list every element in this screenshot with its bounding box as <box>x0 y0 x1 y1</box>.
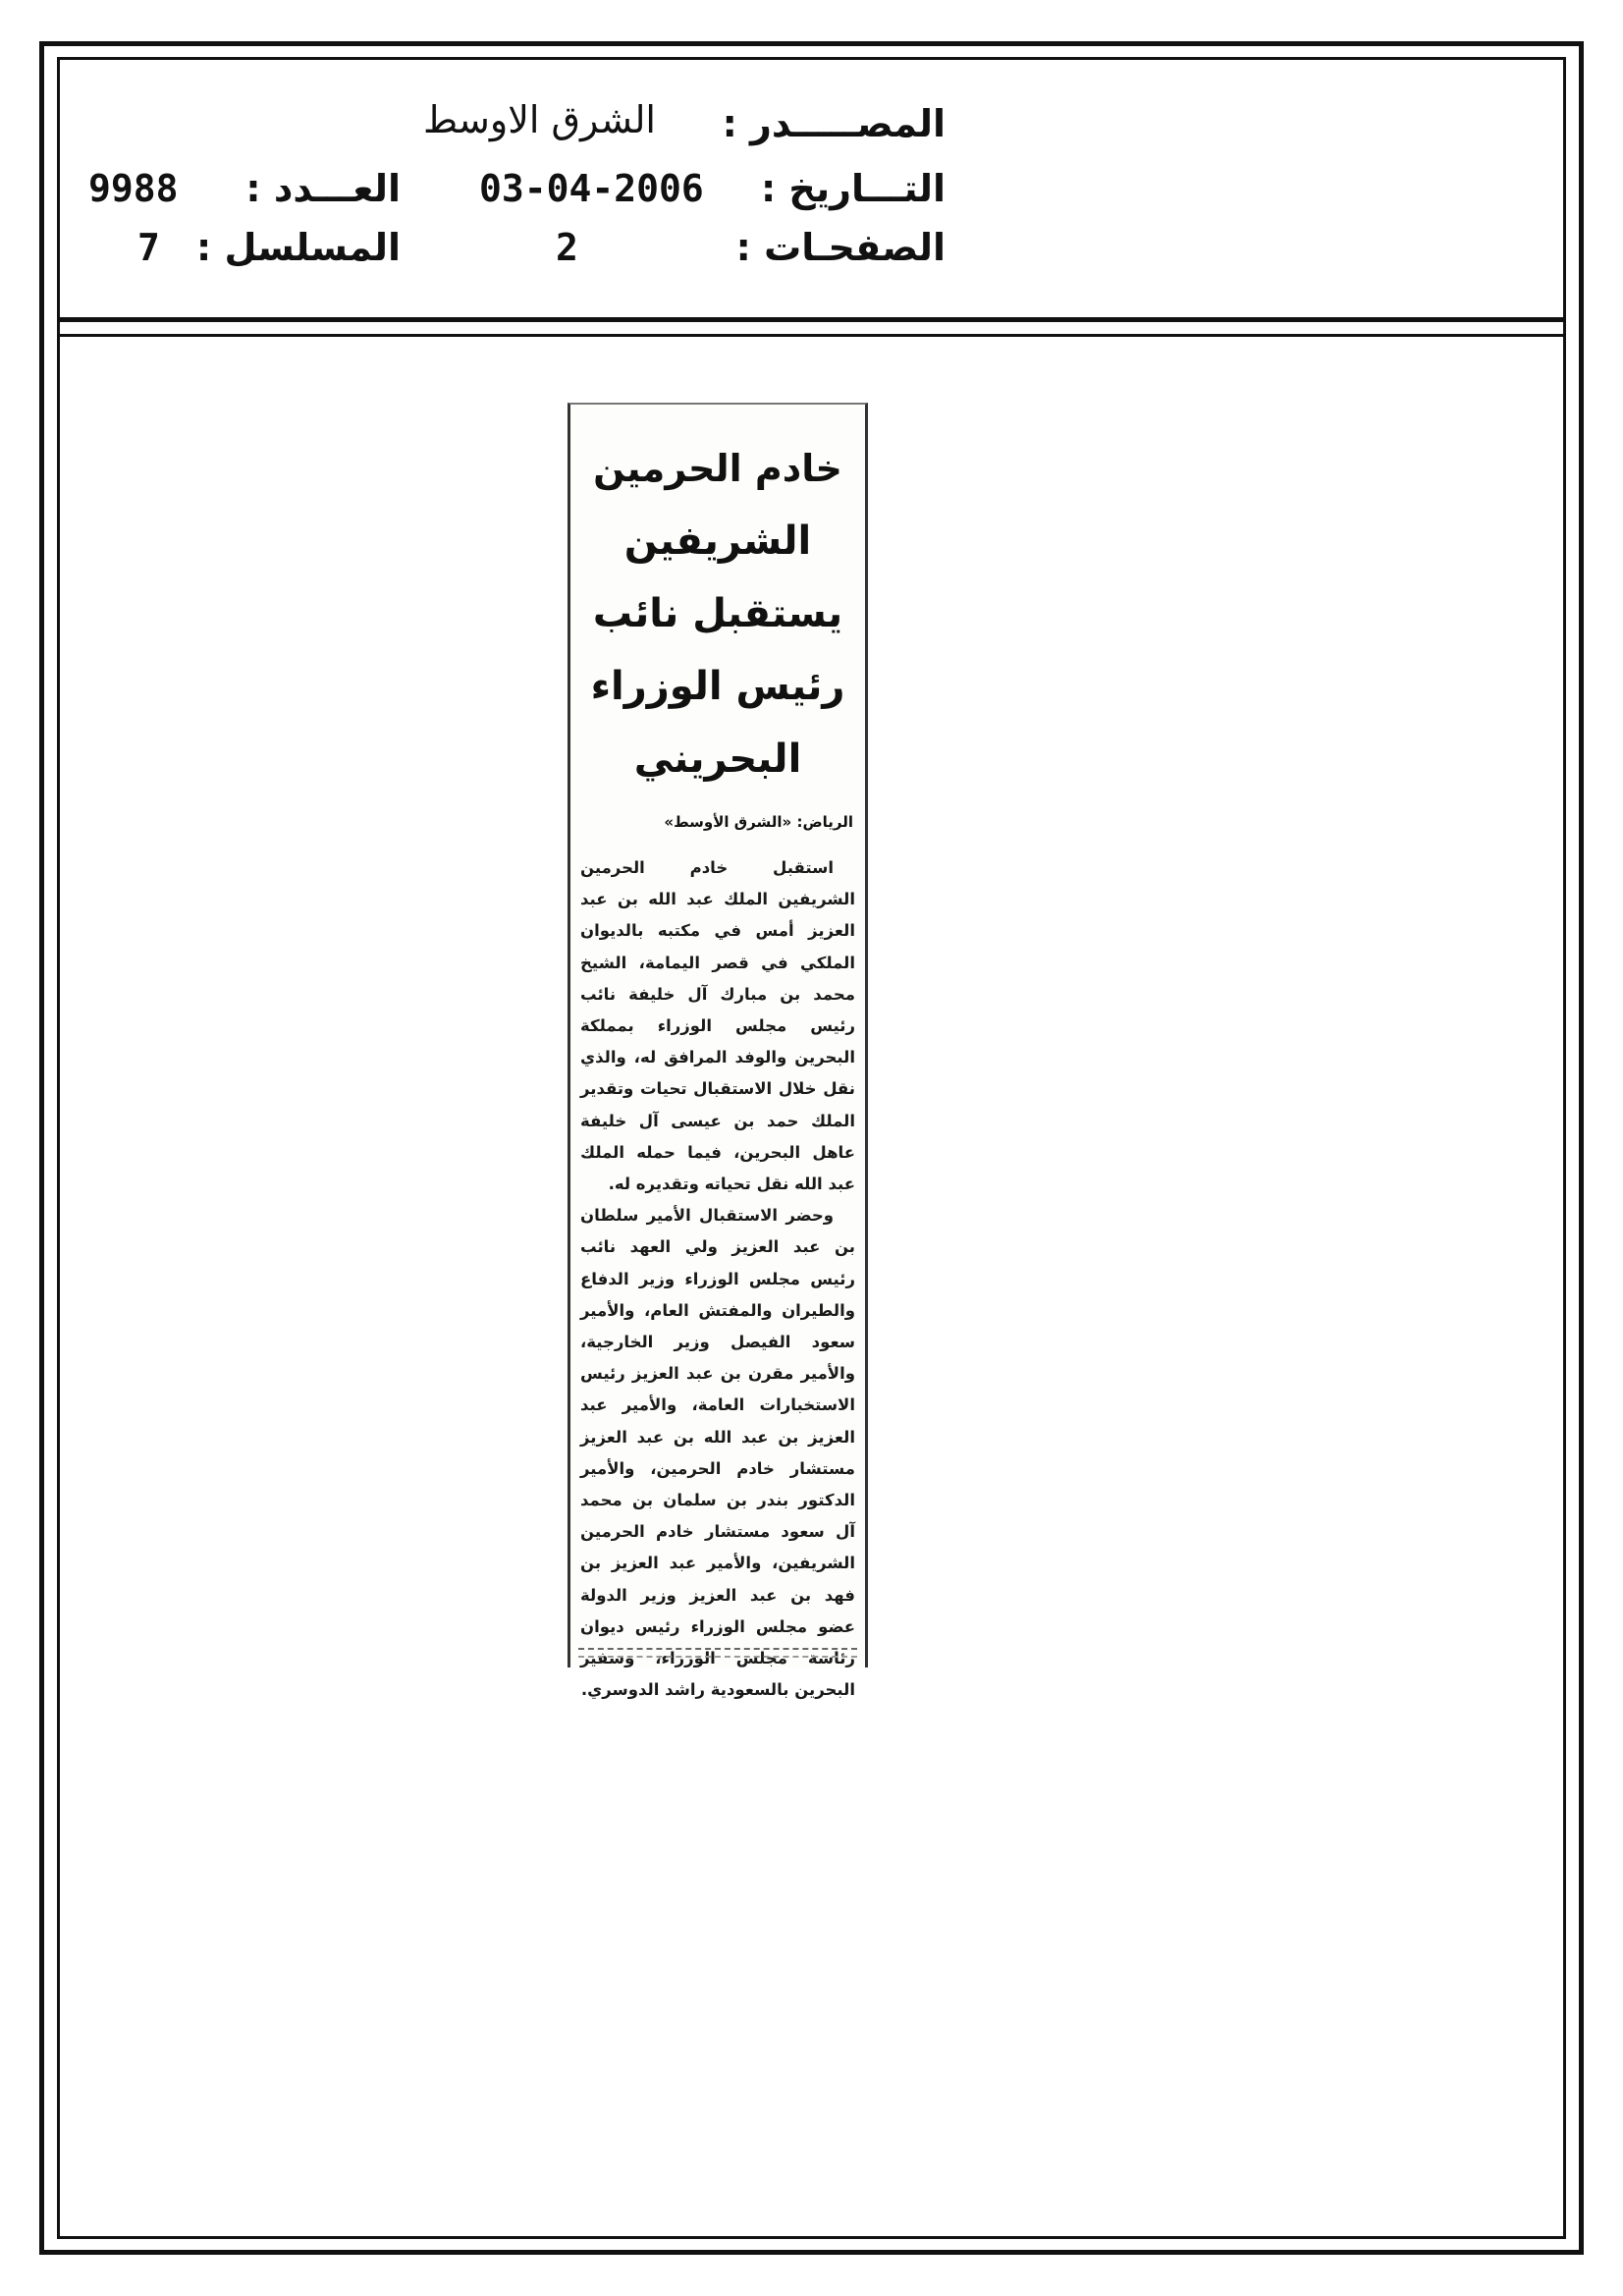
article-body <box>580 852 855 1706</box>
issue-label: العـــدد : <box>245 167 401 210</box>
headline-line-2: الشريفين يستقبل نائب <box>592 519 843 636</box>
date-value: 03-04-2006 <box>479 167 704 210</box>
date-label: التـــاريخ : <box>761 167 946 210</box>
source-value: الشرق الاوسط <box>422 98 656 141</box>
pages-value: 2 <box>556 226 578 269</box>
headline-line-3: رئيس الوزراء البحريني <box>590 664 845 782</box>
article-headline <box>580 432 855 795</box>
serial-label: المسلسل : <box>196 226 401 269</box>
serial-value: 7 <box>137 226 160 269</box>
article-paragraph-2: وحضر الاستقبال الأمير سلطان بن عبد العزيز ولي العهد نائب رئيس مجلس الوزراء وزير الدفاع والطيران والمفتش العام، والأمير سعود الفيصل وزير الخارجية، والأمير مقرن بن عبد العزيز رئيس الاستخبارات العامة، والأمير عبد العزيز بن عبد الله بن عبد العزيز مستشار خادم الحرمين، والأمير الدكتور بندر بن سلمان بن محمد آل سعود مستشار خادم الحرمين الشريفين، والأمير عبد العزيز بن فهد بن عبد العزيز وزير الدولة عضو مجلس الوزراء رئيس ديوان رئاسة مجلس الوزراء، وسفير البحرين بالسعودية راشد الدوسري. <box>580 1206 855 1700</box>
article-paragraph-1: استقبل خادم الحرمين الشريفين الملك عبد الله بن عبد العزيز أمس في مكتبه بالديوان الملكي في قصر اليمامة، الشيخ محمد بن مبارك آل خليفة نائب رئيس مجلس الوزراء بمملكة البحرين والوفد المرافق له، والذي نقل خلال الاستقبال تحيات وتقدير الملك حمد بن عيسى آل خليفة عاهل البحرين، فيما حمله الملك عبد الله نقل تحياته وتقديره له. <box>580 858 855 1194</box>
article-dateline: الرياض: «الشرق الأوسط» <box>664 813 853 831</box>
issue-value: 9988 <box>88 167 179 210</box>
header-divider <box>57 317 1566 322</box>
header-divider-thin <box>57 334 1566 337</box>
clipping-bottom-rule <box>578 1648 857 1658</box>
source-label: المصـــــدر : <box>722 102 946 145</box>
headline-line-1: خادم الحرمين <box>593 447 842 490</box>
pages-label: الصفحـات : <box>735 226 946 269</box>
news-clipping <box>568 403 868 1700</box>
